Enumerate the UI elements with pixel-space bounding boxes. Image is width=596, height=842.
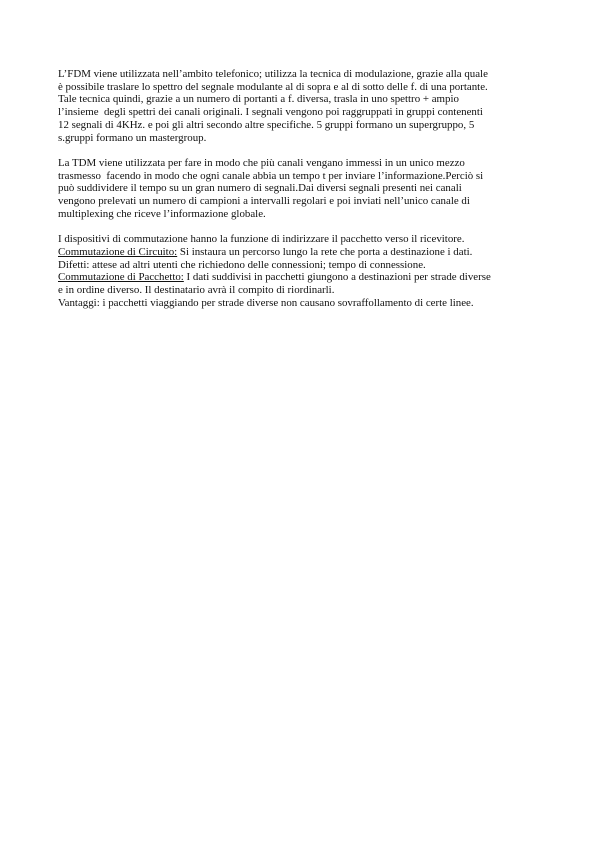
switching-intro-line: I dispositivi di commutazione hanno la funzione di indirizzare il pacchetto verso il ricevitore. — [58, 233, 465, 246]
document-body — [58, 68, 542, 309]
text-line: L’FDM viene utilizzata nell’ambito telefonico; utilizza la tecnica di modulazione, grazie alla quale — [58, 68, 488, 80]
paragraph-spacer — [58, 220, 542, 233]
paragraph-switching — [58, 233, 542, 309]
paragraph-fdm — [58, 68, 542, 144]
text-line: trasmesso facendo in modo che ogni canale abbia un tempo t per inviare l’informazione.Perciò si — [58, 169, 484, 182]
paragraph-tdm — [58, 157, 542, 221]
text-line: può suddividere il tempo su un gran numero di segnali.Dai diversi segnali presenti nei canali — [58, 182, 462, 195]
packet-switching-text: I dati suddivisi in pacchetti giungono a destinazioni per strade diverse — [183, 271, 491, 284]
paragraph-spacer — [58, 144, 542, 157]
text-line: Tale tecnica quindi, grazie a un numero di portanti a f. diversa, trasla in uno spettro + ampio — [58, 93, 459, 106]
text-line: è possibile traslare lo spettro del segnale modulante al di sopra e al di sotto delle f. di una portante. — [58, 80, 488, 93]
circuit-switching-heading: Commutazione di Circuito: — [58, 245, 178, 258]
packet-switching-line — [58, 271, 542, 284]
circuit-switching-line — [58, 246, 542, 259]
text-line: 12 segnali di 4KHz. e poi gli altri secondo altre specifiche. 5 gruppi formano un supergruppo, 5 — [58, 118, 475, 131]
text-line: La TDM viene utilizzata per fare in modo che più canali vengano immessi in un unico mezzo — [58, 156, 465, 169]
circuit-defects-line: Difetti: attese ad altri utenti che richiedono delle connessioni; tempo di connessione. — [58, 258, 426, 271]
text-line: l’insieme degli spettri dei canali originali. I segnali vengono poi raggruppati in gruppi contenenti — [58, 106, 483, 119]
text-line: vengono prelevati un numero di campioni a intervalli regolari e poi inviati nell’unico canale di — [58, 195, 470, 208]
packet-switching-continuation-line: e in ordine diverso. Il destinatario avrà il compito di riordinarli. — [58, 283, 335, 296]
circuit-switching-text: Si instaura un percorso lungo la rete che porta a destinazione i dati. — [177, 245, 473, 258]
packet-advantages-line: Vantaggi: i pacchetti viaggiando per strade diverse non causano sovraffollamento di certe linee. — [58, 296, 474, 309]
packet-switching-heading: Commutazione di Pacchetto: — [58, 271, 184, 284]
text-line: s.gruppi formano un mastergroup. — [58, 131, 207, 144]
text-line: multiplexing che riceve l’informazione globale. — [58, 207, 266, 220]
